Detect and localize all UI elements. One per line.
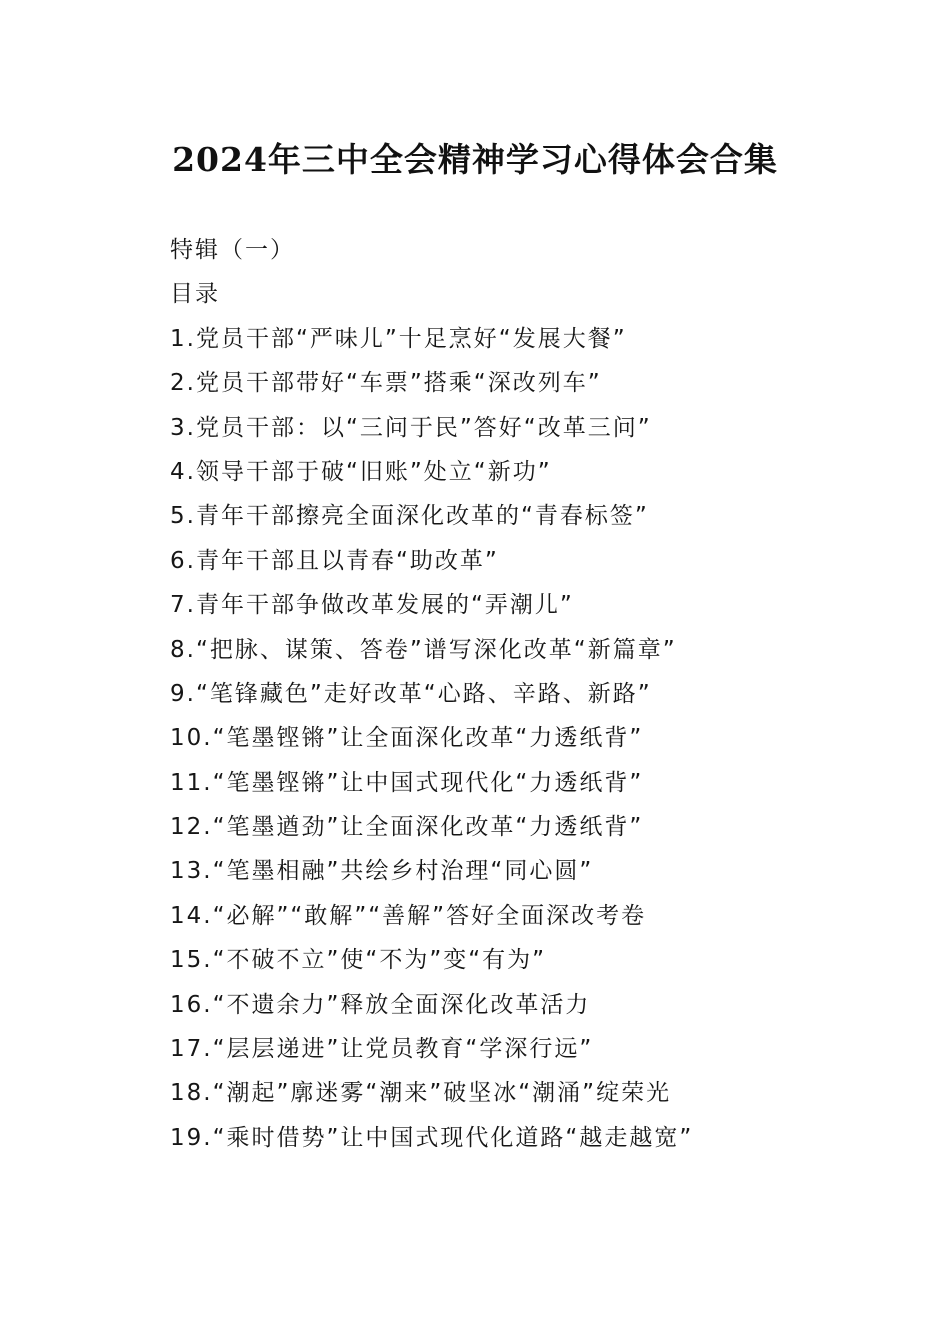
toc-item: 2.党员干部带好“车票”搭乘“深改列车” <box>170 370 602 397</box>
toc-item: 6.青年干部且以青春“助改革” <box>170 547 499 574</box>
toc-item: 1.党员干部“严味儿”十足烹好“发展大餐” <box>170 325 627 352</box>
toc-item: 13.“笔墨相融”共绘乡村治理“同心圆” <box>170 858 594 885</box>
toc-item: 14.“必解”“敢解”“善解”答好全面深改考卷 <box>170 902 647 929</box>
toc-item: 16.“不遗余力”释放全面深化改革活力 <box>170 991 591 1018</box>
section-label: 特辑（一） <box>170 237 295 263</box>
toc-item: 10.“笔墨铿锵”让全面深化改革“力透纸背” <box>170 725 644 752</box>
toc-item: 8.“把脉、谋策、答卷”谱写深化改革“新篇章” <box>170 636 677 663</box>
toc-item: 19.“乘时借势”让中国式现代化道路“越走越宽” <box>170 1124 694 1151</box>
toc-item: 5.青年干部擦亮全面深化改革的“青春标签” <box>170 503 649 530</box>
toc-item: 12.“笔墨遒劲”让全面深化改革“力透纸背” <box>170 814 644 841</box>
toc-item: 18.“潮起”廓迷雾“潮来”破坚冰“潮涌”绽荣光 <box>170 1080 672 1107</box>
toc-heading: 目录 <box>170 281 220 308</box>
toc-item: 11.“笔墨铿锵”让中国式现代化“力透纸背” <box>170 769 644 796</box>
document-body <box>170 228 850 1160</box>
toc-item: 3.党员干部：以“三问于民”答好“改革三问” <box>170 414 652 441</box>
toc-item: 4.领导干部于破“旧账”处立“新功” <box>170 458 552 485</box>
toc-item: 15.“不破不立”使“不为”变“有为” <box>170 947 547 974</box>
toc-item: 7.青年干部争做改革发展的“弄潮儿” <box>170 592 574 619</box>
document-title: 2024年三中全会精神学习心得体会合集 <box>172 140 778 179</box>
toc-item: 9.“笔锋藏色”走好改革“心路、辛路、新路” <box>170 680 652 707</box>
toc-item: 17.“层层递进”让党员教育“学深行远” <box>170 1036 594 1063</box>
